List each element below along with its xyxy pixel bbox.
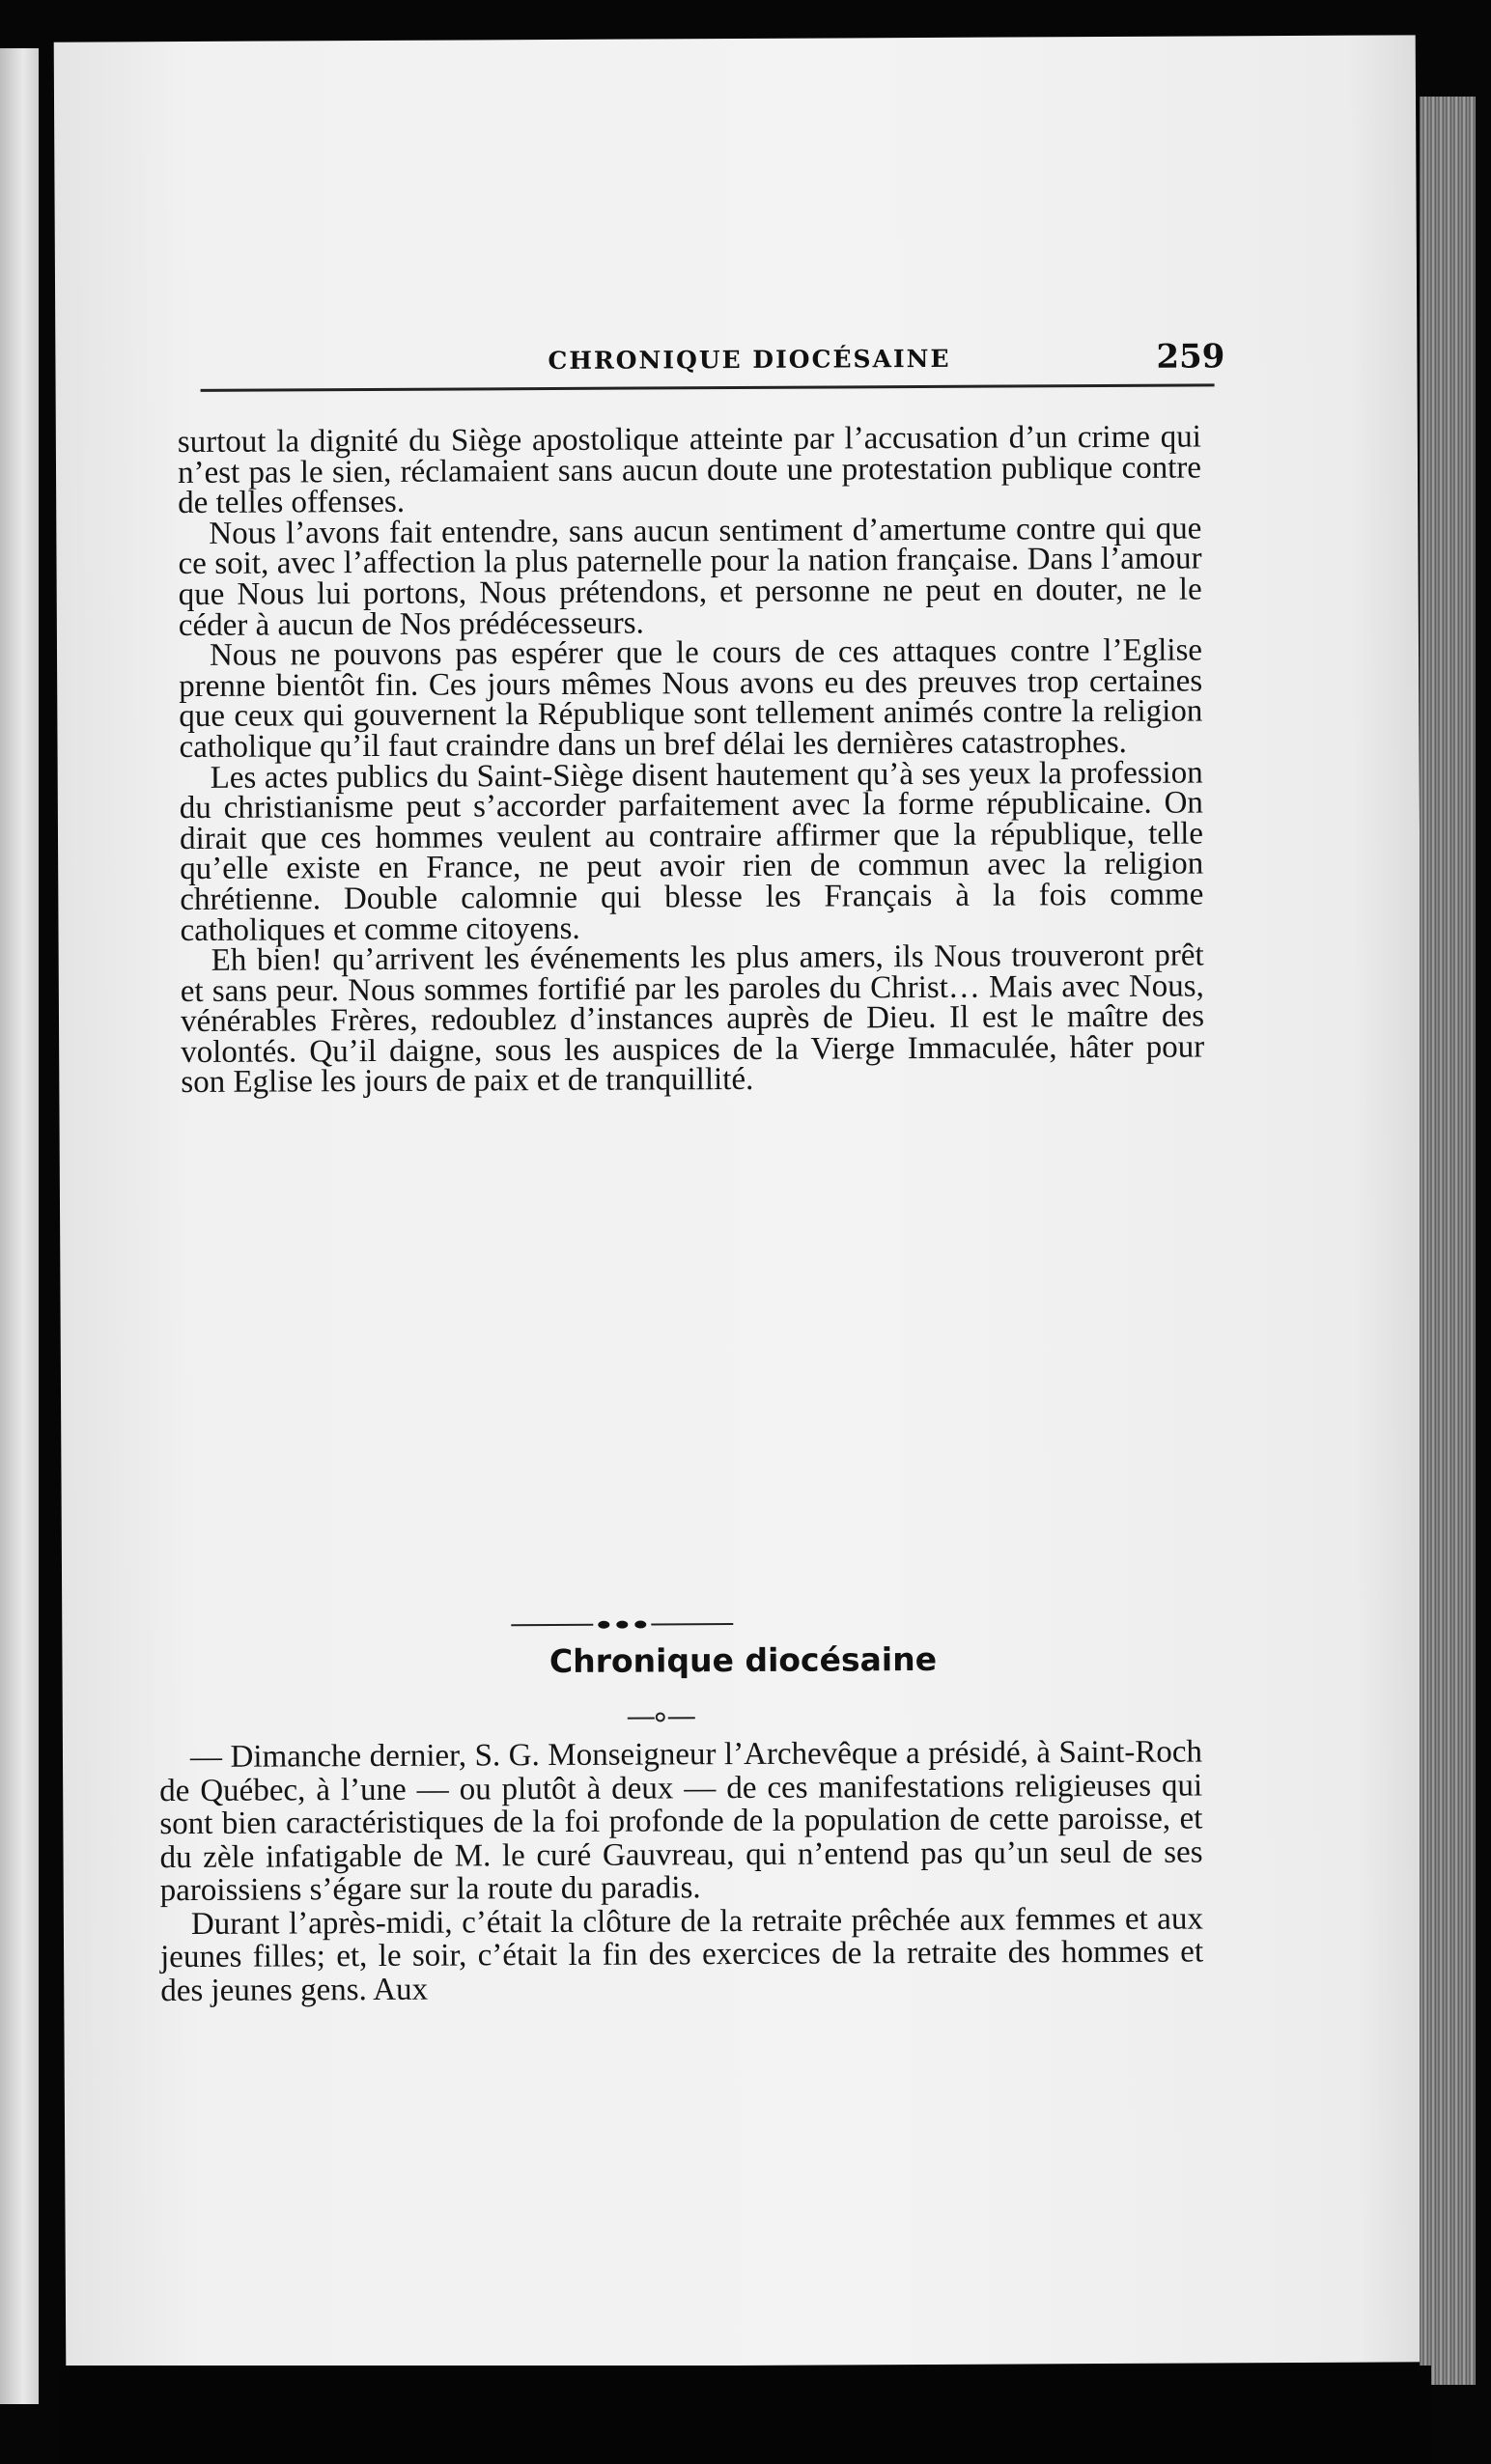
ornament-dot <box>598 1621 609 1629</box>
paragraph: Les actes publics du Saint-Siège disent hautement qu’à ses yeux la profession du christianisme peut s’accorder parfaitement avec la forme républicaine. On dirait que ces hommes veulent au contraire affirmer que la république, telle qu’elle existe en France, ne peut avoir rien de commun avec la religion chrétienne. Double calomnie qui blesse les Français à la fois comme catholiques et comme citoyens. <box>179 755 1204 948</box>
paragraph: surtout la dignité du Siège apostolique atteinte par l’accusation d’un crime qui n’est pas le sien, réclamaient sans aucun doute une protestation publique contre de telles offenses. <box>177 419 1202 521</box>
divider-circle <box>656 1712 665 1722</box>
adjacent-page-edge <box>0 48 39 2404</box>
ornament-center <box>598 1618 646 1632</box>
divider-line-right <box>668 1717 695 1719</box>
paragraph: Nous l’avons fait entendre, sans aucun sentiment d’amertume contre qui que ce soit, avec l’affection la plus paternelle pour la nation française. Dans l’amour que Nous lui portons, Nous prétendons, et personne ne peut en douter, ne le céder à aucun de Nos prédécesseurs. <box>178 511 1202 643</box>
ornament-rule-right <box>651 1623 733 1625</box>
divider-line-left <box>628 1717 655 1719</box>
page-header <box>200 316 1225 378</box>
small-divider <box>628 1712 695 1723</box>
paragraph: — Dimanche dernier, S. G. Monseigneur l’Archevêque a présidé, à Saint-Roch de Québec, à l’une — ou plutôt à deux — de ces manifestations religieuses qui sont bien caractéristiques de la foi profonde de la population de cette paroisse, et du zèle infatigable de M. le curé Gauvreau, qui n’entend pas qu’un seul de ses paroissiens s’égare sur la route du paradis. <box>159 1734 1203 1909</box>
paragraph: Durant l’après-midi, c’était la clôture de la retraite prêchée aux femmes et aux jeunes filles; et, le soir, c’était la fin des exercices de la retraite des hommes et des jeunes gens. Aux <box>159 1901 1204 2008</box>
header-rule <box>201 383 1215 391</box>
scan-border-bottom <box>60 2366 1431 2464</box>
book-page <box>54 35 1428 2368</box>
section-title: Chronique diocésaine <box>549 1639 938 1681</box>
chronicle-text <box>159 1736 1203 2008</box>
ornament-dot <box>616 1621 628 1629</box>
paragraph: Nous ne pouvons pas espérer que le cours de ces attaques contre l’Eglise prenne bientôt fin. Ces jours mêmes Nous avons eu des preuves trop certaines que ceux qui gouvernent la République sont tellement animés contre la religion catholique qu’il faut craindre dans un bref délai les dernières catastrophes. <box>179 632 1203 765</box>
page-stack-edge <box>1420 97 1476 2385</box>
paragraph: Eh bien! qu’arrivent les événements les plus amers, ils Nous trouveront prêt et sans peur. Nous sommes fortifié par les paroles du Christ… Mais avec Nous, vénérables Frères, redoublez d’instances auprès de Dieu. Il est le maître des volontés. Qu’il daigne, sous les auspices de la Vierge Immaculée, hâter pour son Eglise les jours de paix et de tranquillité. <box>180 938 1205 1101</box>
page-number: 259 <box>1156 337 1225 377</box>
ornament-rule-left <box>511 1624 593 1626</box>
running-title: CHRONIQUE DIOCÉSAINE <box>548 344 951 376</box>
letter-text <box>177 419 1205 1101</box>
ornament-dot <box>634 1621 646 1629</box>
section-ornament <box>511 1617 733 1632</box>
